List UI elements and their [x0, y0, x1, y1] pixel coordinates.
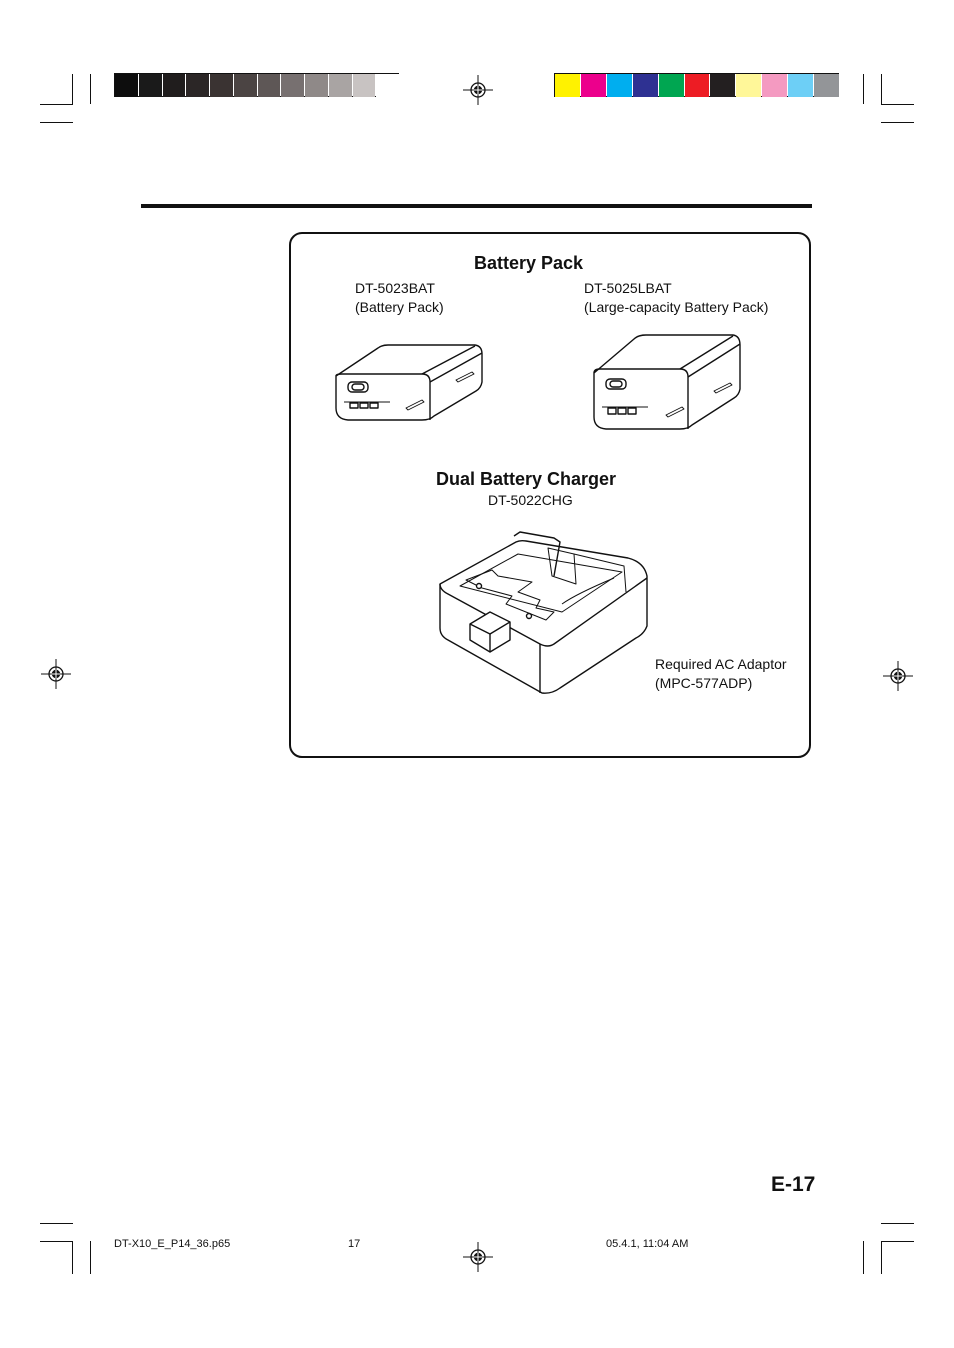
crop-mark [881, 104, 914, 105]
small-battery-caption [355, 279, 444, 317]
crop-mark [90, 74, 91, 104]
charger-model: DT-5022CHG [488, 492, 573, 508]
footer-file-name: DT-X10_E_P14_36.p65 [114, 1238, 231, 1250]
footer-page-number: 17 [348, 1238, 361, 1250]
small-battery-desc: (Battery Pack) [355, 299, 444, 315]
crop-mark [90, 1241, 91, 1274]
crop-mark [881, 1223, 914, 1224]
color-swatch [115, 74, 138, 97]
battery-pack-illustration [330, 336, 490, 428]
crop-mark [40, 104, 73, 105]
color-swatch [281, 74, 304, 97]
color-swatch [210, 74, 233, 97]
page-number: E-17 [771, 1173, 816, 1196]
large-battery-pack-illustration [588, 325, 748, 437]
color-swatch [234, 74, 257, 97]
crop-mark [881, 1241, 914, 1242]
color-swatch [762, 74, 787, 97]
crop-mark [40, 1241, 73, 1242]
color-swatch [633, 74, 658, 97]
dual-charger-heading: Dual Battery Charger [436, 469, 617, 489]
color-swatch [163, 74, 186, 97]
large-battery-model: DT-5025LBAT [584, 280, 672, 296]
registration-mark-icon [463, 1242, 493, 1272]
large-battery-caption [584, 279, 768, 317]
crop-mark [72, 74, 73, 104]
crop-mark [881, 1241, 882, 1274]
section-rule [141, 204, 812, 208]
color-swatch [736, 74, 761, 97]
color-swatch [376, 74, 399, 97]
crop-mark [863, 1241, 864, 1274]
color-swatch [139, 74, 162, 97]
small-battery-model: DT-5023BAT [355, 280, 435, 296]
color-swatch [581, 74, 606, 97]
ac-adaptor-line1: Required AC Adaptor [655, 656, 787, 672]
color-swatch [329, 74, 352, 97]
color-swatch [186, 74, 209, 97]
color-swatch [710, 74, 735, 97]
registration-mark-icon [883, 661, 913, 691]
registration-mark-icon [41, 659, 71, 689]
crop-mark [40, 122, 73, 123]
color-swatch [258, 74, 281, 97]
footer-timestamp: 05.4.1, 11:04 AM [606, 1238, 689, 1250]
color-swatch [305, 74, 328, 97]
color-swatch [685, 74, 710, 97]
color-swatch [659, 74, 684, 97]
battery-pack-heading: Battery Pack [474, 253, 584, 273]
color-swatch [555, 74, 580, 97]
crop-mark [881, 122, 914, 123]
ac-adaptor-line2: (MPC-577ADP) [655, 675, 753, 691]
large-battery-desc: (Large-capacity Battery Pack) [584, 299, 769, 315]
crop-mark [863, 74, 864, 104]
color-swatch [814, 74, 839, 97]
crop-mark [40, 1223, 73, 1224]
registration-mark-icon [463, 75, 493, 105]
crop-mark [881, 74, 882, 104]
color-swatch [788, 74, 813, 97]
color-swatch [607, 74, 632, 97]
ac-adaptor-note [655, 655, 787, 693]
battery-charger-illustration [436, 528, 654, 700]
color-swatch [353, 74, 376, 97]
crop-mark [72, 1241, 73, 1274]
